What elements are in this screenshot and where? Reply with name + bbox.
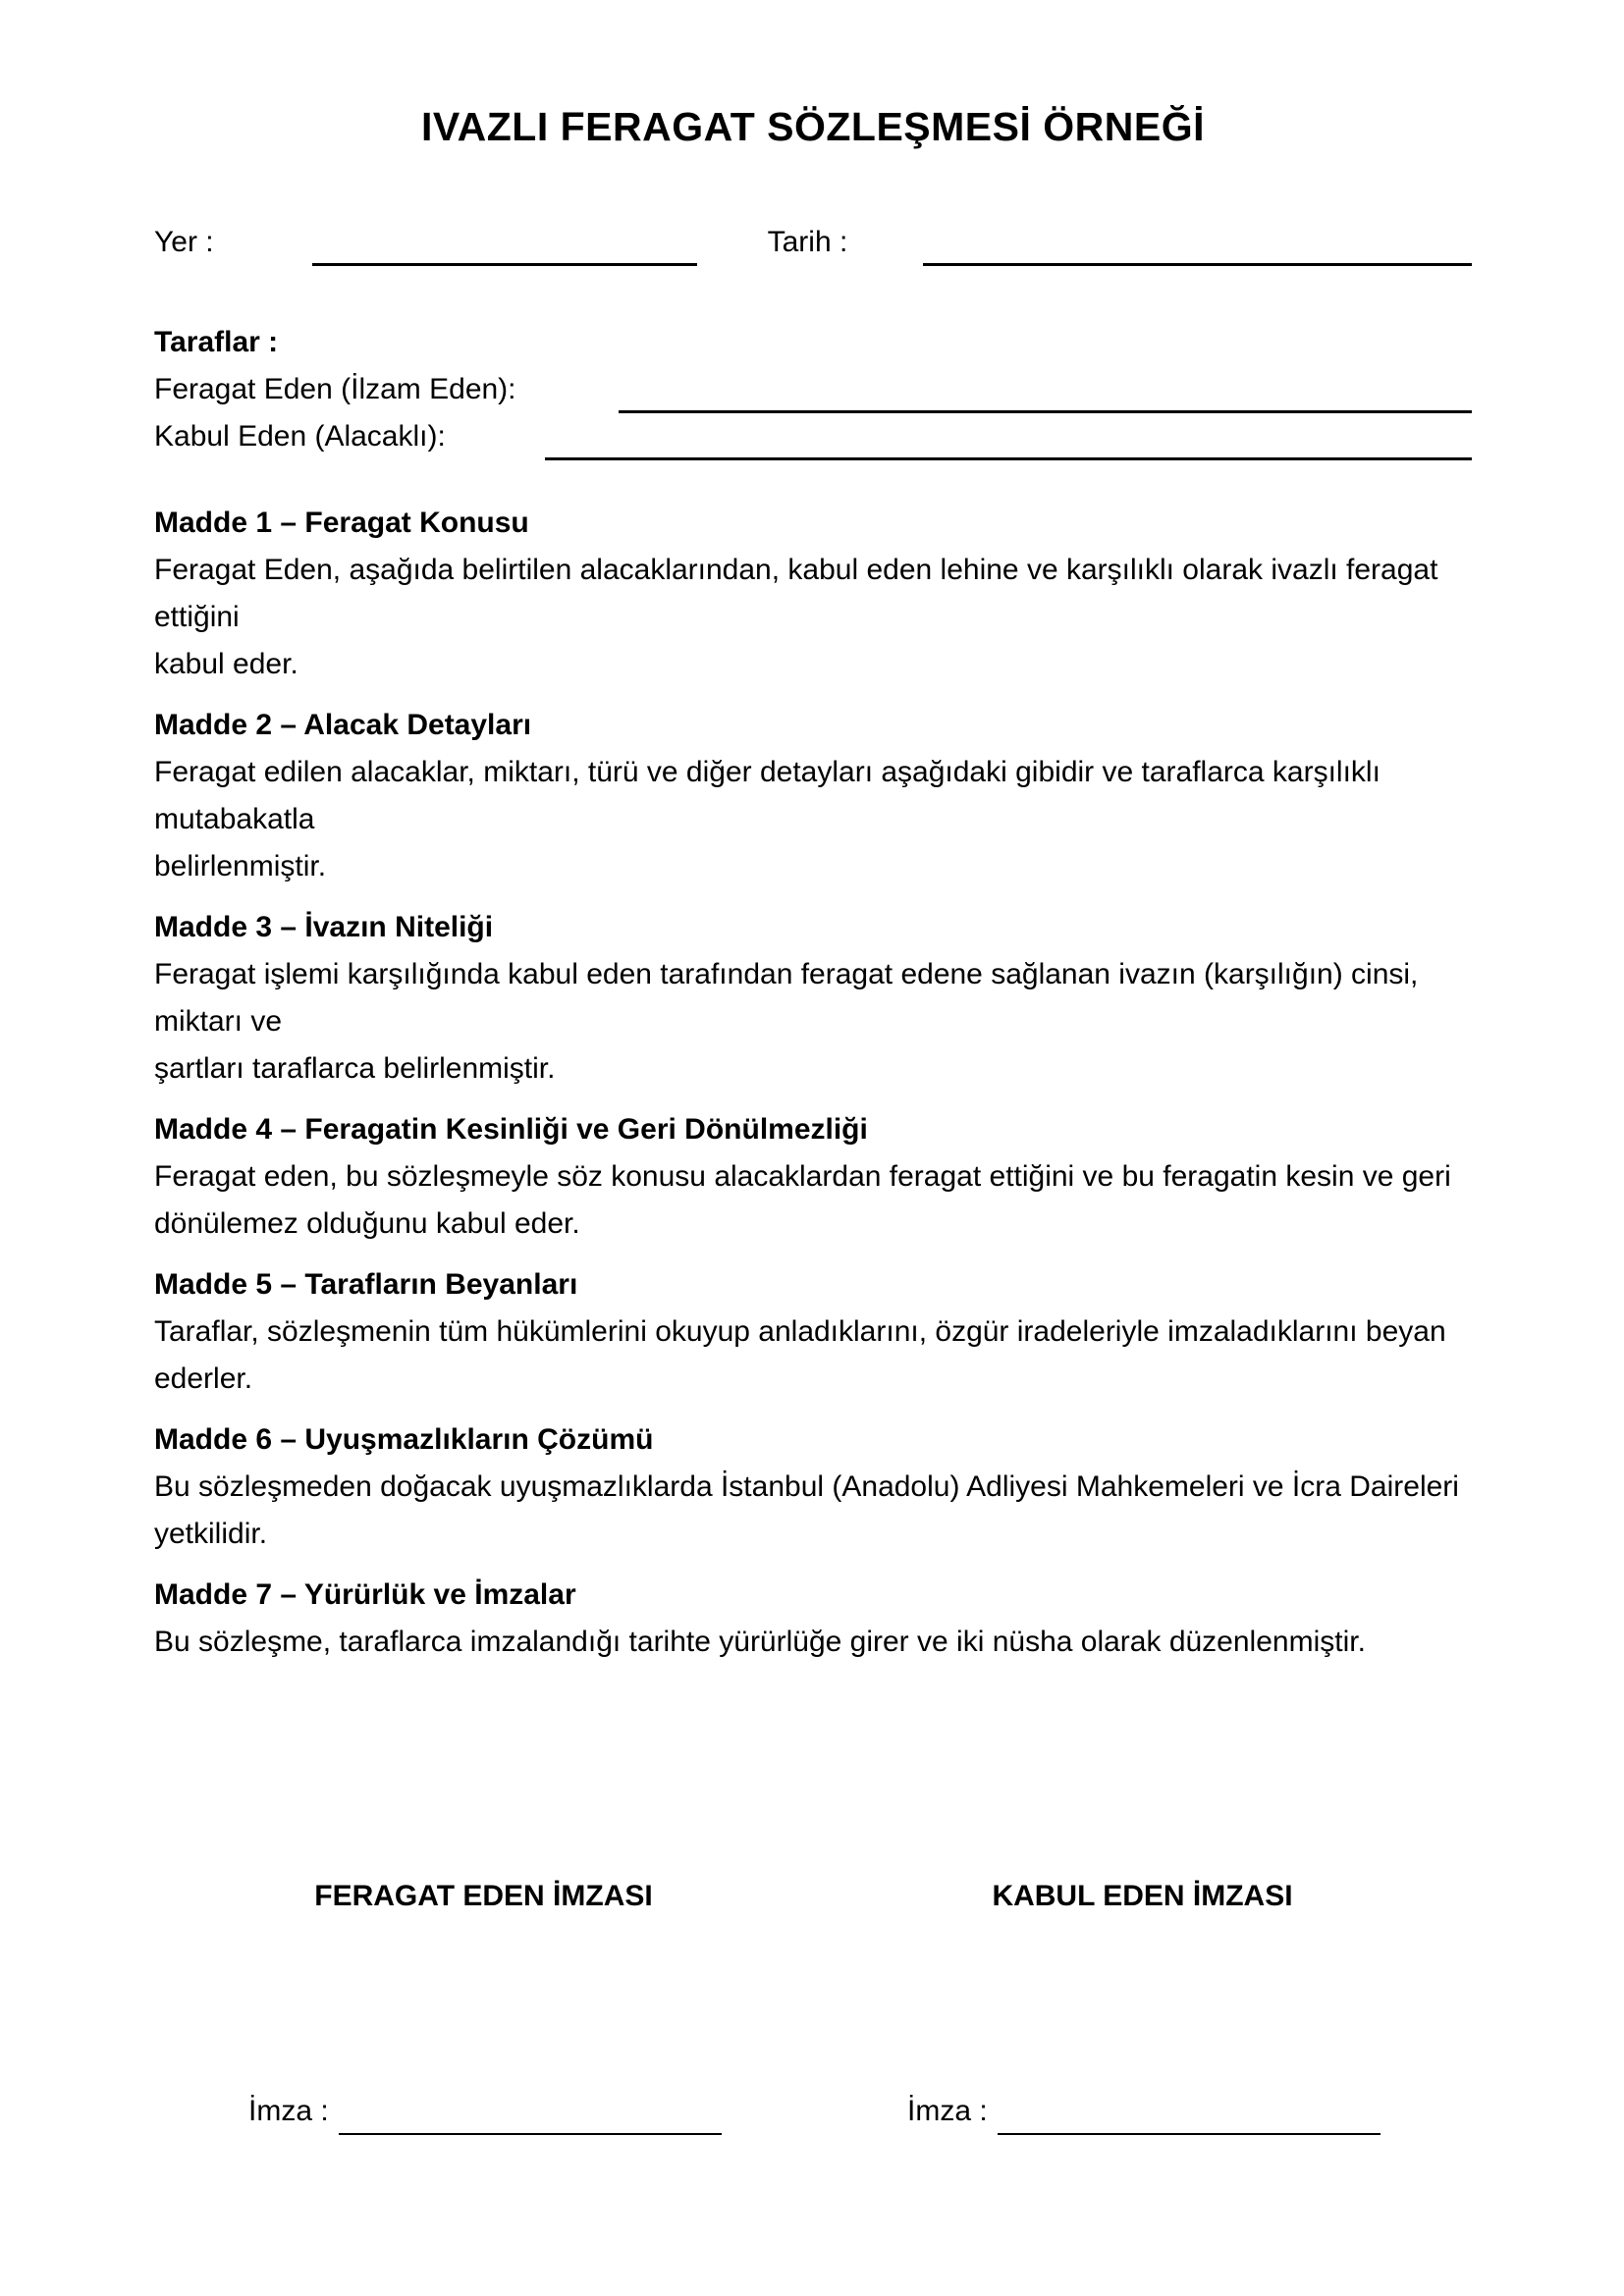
place-fill-line bbox=[312, 224, 697, 266]
imza-label-left: İmza : bbox=[248, 2095, 329, 2127]
party-fill-line-feragat-eden bbox=[619, 371, 1472, 413]
article-body-line: Taraflar, sözleşmenin tüm hükümlerini okuyup anladıklarını, özgür iradeleriyle imzaladıklarını beyan ederler. bbox=[154, 1315, 1446, 1395]
article-heading-3: Madde 3 – İvazın Niteliği bbox=[154, 911, 494, 943]
article-body-6 bbox=[154, 1464, 1472, 1558]
article-heading-5: Madde 5 – Tarafların Beyanları bbox=[154, 1268, 578, 1301]
article-heading-2: Madde 2 – Alacak Detayları bbox=[154, 709, 532, 741]
date-fill-line bbox=[923, 224, 1472, 266]
article-body-5 bbox=[154, 1308, 1472, 1403]
article-body-line: kabul eder. bbox=[154, 648, 298, 680]
article-section-1 bbox=[154, 500, 1472, 688]
article-body-line: Feragat işlemi karşılığında kabul eden tarafından feragat edene sağlanan ivazın (karşılığın) cinsi, miktarı ve bbox=[154, 958, 1419, 1038]
article-section-3 bbox=[154, 904, 1472, 1093]
article-heading-7: Madde 7 – Yürürlük ve İmzalar bbox=[154, 1578, 576, 1611]
article-heading-6: Madde 6 – Uyuşmazlıkların Çözümü bbox=[154, 1423, 654, 1456]
party-fill-line-kabul-eden bbox=[545, 418, 1472, 460]
article-heading-4: Madde 4 – Feragatin Kesinliği ve Geri Dönülmezliği bbox=[154, 1113, 868, 1146]
imza-label-right: İmza : bbox=[907, 2095, 988, 2127]
article-body-4 bbox=[154, 1153, 1472, 1248]
parties-heading: Taraflar : bbox=[154, 326, 279, 358]
imza-fill-line-right bbox=[998, 2096, 1380, 2135]
article-body-line: Feragat edilen alacaklar, miktarı, türü ve diğer detayları aşağıdaki gibidir ve taraflarca karşılıklı mutabakatla bbox=[154, 756, 1380, 835]
article-body-1 bbox=[154, 547, 1472, 688]
article-body-3 bbox=[154, 951, 1472, 1093]
article-section-6 bbox=[154, 1416, 1472, 1558]
page-title: IVAZLI FERAGAT SÖZLEŞMESİ ÖRNEĞİ bbox=[420, 104, 1206, 149]
date-label: Tarih : bbox=[767, 226, 848, 258]
article-body-line: Bu sözleşme, taraflarca imzalandığı tarihte yürürlüğe girer ve iki nüsha olarak düzenlenmiştir. bbox=[154, 1626, 1366, 1658]
party-label-kabul-eden: Kabul Eden (Alacaklı): bbox=[154, 420, 446, 453]
signature-right-col bbox=[813, 2088, 1472, 2135]
party-label-feragat-eden: Feragat Eden (İlzam Eden): bbox=[154, 373, 516, 405]
parties-section bbox=[154, 319, 1472, 460]
article-body-line: Bu sözleşmeden doğacak uyuşmazlıklarda İstanbul (Anadolu) Adliyesi Mahkemeleri ve İcra Daireleri bbox=[154, 1470, 1459, 1503]
article-section-2 bbox=[154, 702, 1472, 890]
article-body-line: şartları taraflarca belirlenmiştir. bbox=[154, 1052, 556, 1085]
article-body-2 bbox=[154, 749, 1472, 890]
signature-left-heading: FERAGAT EDEN İMZASI bbox=[314, 1880, 653, 1912]
place-date-row bbox=[154, 219, 1472, 266]
article-heading-1: Madde 1 – Feragat Konusu bbox=[154, 507, 529, 539]
imza-fill-line-left bbox=[339, 2096, 722, 2135]
signature-lines-row bbox=[154, 2088, 1472, 2135]
signature-headings-row bbox=[154, 1873, 1472, 1920]
party-row-feragat-eden bbox=[154, 366, 1472, 413]
article-body-line: Feragat Eden, aşağıda belirtilen alacaklarından, kabul eden lehine ve karşılıklı olarak ivazlı feragat ettiğini bbox=[154, 554, 1438, 633]
article-section-5 bbox=[154, 1261, 1472, 1403]
articles-section bbox=[154, 500, 1472, 1666]
article-body-line: yetkilidir. bbox=[154, 1518, 268, 1550]
article-body-7 bbox=[154, 1619, 1472, 1666]
place-label: Yer : bbox=[154, 226, 214, 258]
article-body-line: belirlenmiştir. bbox=[154, 850, 327, 882]
signature-right-heading: KABUL EDEN İMZASI bbox=[992, 1880, 1293, 1912]
article-body-line: Feragat eden, bu sözleşmeyle söz konusu alacaklardan feragat ettiğini ve bu feragatin kesin ve geri bbox=[154, 1160, 1451, 1193]
signature-left-col bbox=[154, 2088, 813, 2135]
article-section-4 bbox=[154, 1106, 1472, 1248]
article-body-line: dönülemez olduğunu kabul eder. bbox=[154, 1207, 580, 1240]
article-section-7 bbox=[154, 1572, 1472, 1666]
party-row-kabul-eden bbox=[154, 413, 1472, 460]
